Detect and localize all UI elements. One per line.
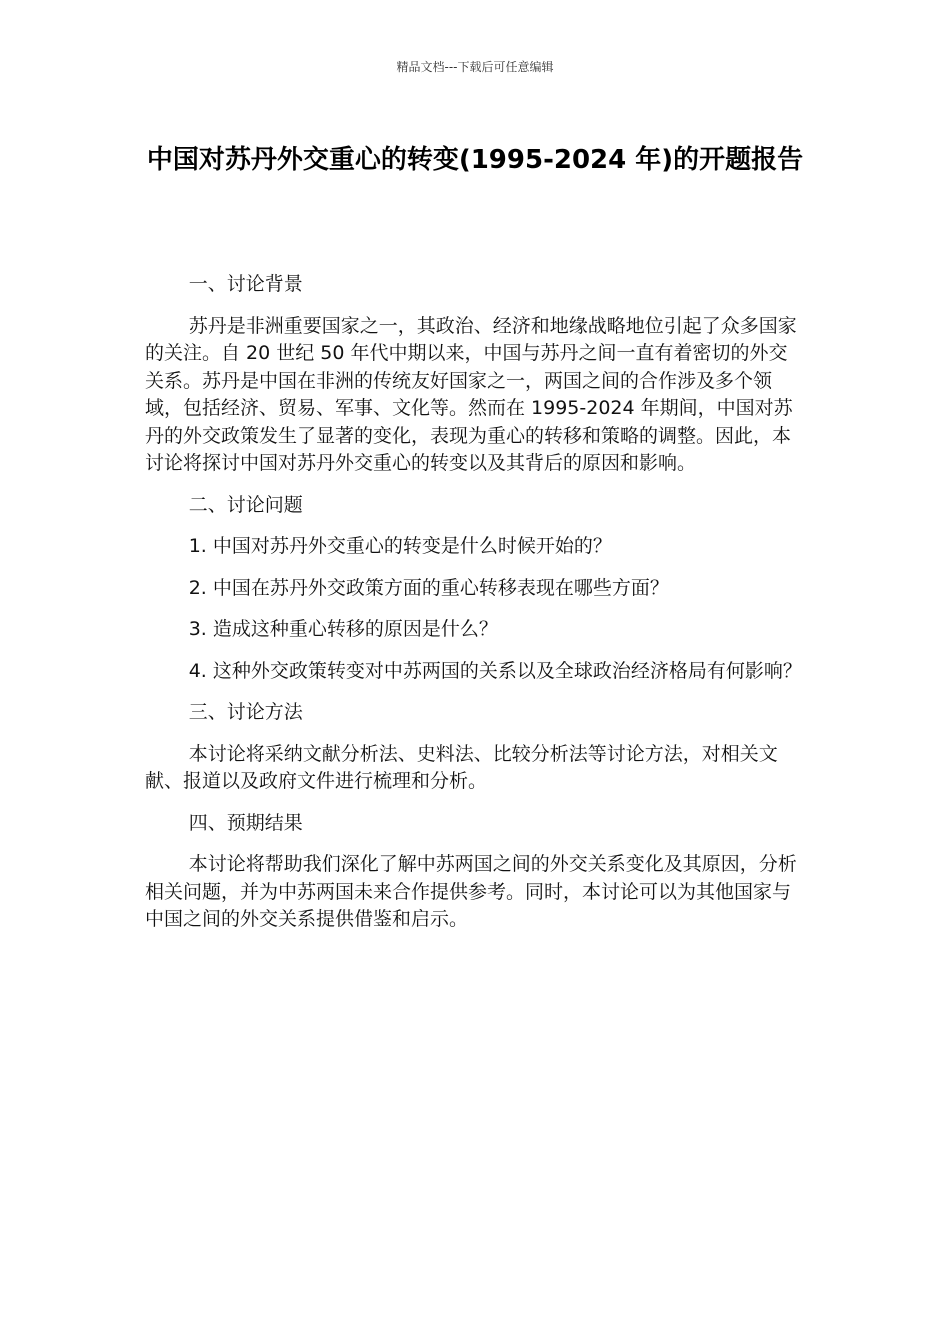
question-item: 4. 这种外交政策转变对中苏两国的关系以及全球政治经济格局有何影响？ [188,659,802,682]
document-body [145,271,805,948]
section-heading-background: 一、讨论背景 [188,273,303,295]
question-item: 1. 中国对苏丹外交重心的转变是什么时候开始的？ [188,535,612,557]
background-paragraph: 苏丹是非洲重要国家之一，其政治、经济和地缘战略地位引起了众多国家的关注。自 20 世纪 50 年代中期以来，中国与苏丹之间一直有着密切的外交关系。苏丹是中国在非洲的传统友好国家之一，两国之间的合作涉及多个领域，包括经济、贸易、军事、文化等。然而在 1995-2024 年期间，中国对苏丹的外交政策发生了显著的变化，表现为重心的转移和策略的调整。因此，本讨论将探讨中国对苏丹外交重心的转变以及其背后的原因和影响。 [145,314,797,474]
header-note: 精品文档---下载后可任意编辑 [396,60,554,74]
document-title: 中国对苏丹外交重心的转变(1995-2024 年)的开题报告 [146,145,804,175]
methods-paragraph: 本讨论将采纳文献分析法、史料法、比较分析法等讨论方法，对相关文献、报道以及政府文件进行梳理和分析。 [145,742,778,792]
section-heading-methods: 三、讨论方法 [188,701,303,723]
section-heading-questions: 二、讨论问题 [188,493,303,516]
section-heading-results: 四、预期结果 [188,811,303,834]
results-paragraph: 本讨论将帮助我们深化了解中苏两国之间的外交关系变化及其原因，分析相关问题，并为中苏两国未来合作提供参考。同时，本讨论可以为其他国家与中国之间的外交关系提供借鉴和启示。 [145,853,797,930]
question-item: 3. 造成这种重心转移的原因是什么？ [188,618,498,640]
question-item: 2. 中国在苏丹外交政策方面的重心转移表现在哪些方面？ [188,576,669,599]
